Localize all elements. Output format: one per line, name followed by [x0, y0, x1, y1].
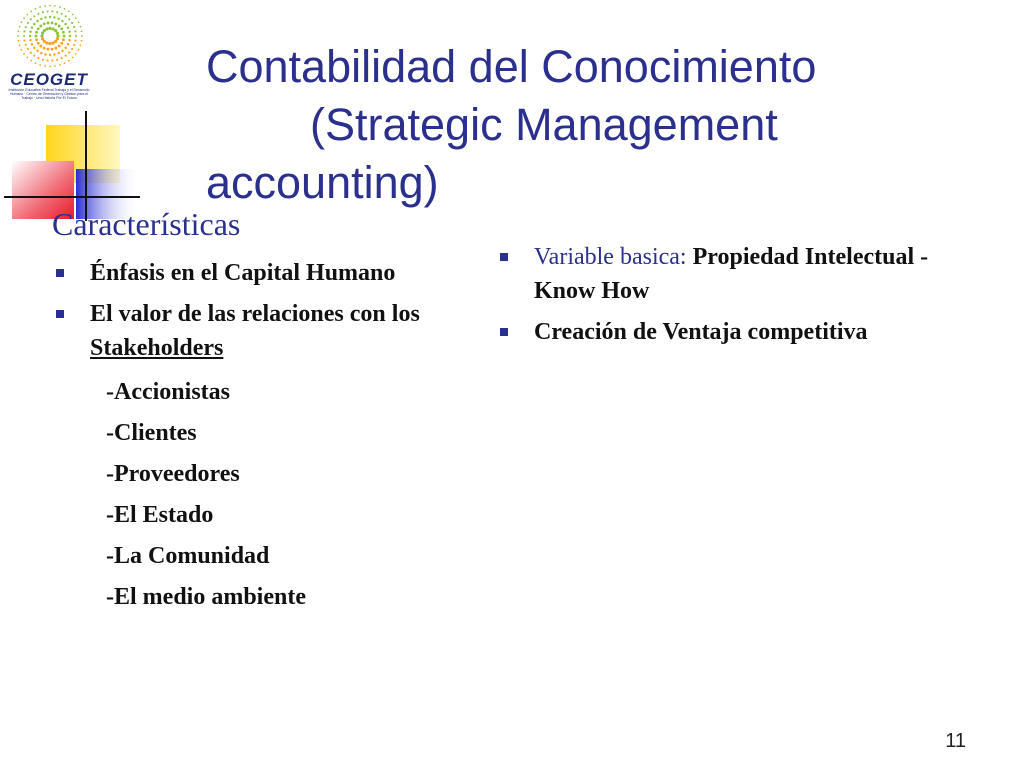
logo-dot: [27, 48, 29, 50]
logo-dot: [74, 39, 76, 41]
logo-dot: [64, 62, 66, 64]
title-line-3: accounting): [206, 157, 439, 208]
bullet-square-icon: [500, 328, 508, 336]
logo-dot: [44, 53, 46, 55]
logo-dot: [81, 30, 83, 32]
logo-dot: [56, 59, 58, 61]
logo-sunburst-icon: [17, 5, 83, 68]
stakeholders-term: Stakeholders: [90, 335, 224, 361]
logo-dot: [30, 18, 32, 20]
left-bullet-list: [52, 256, 472, 365]
logo-dot: [67, 43, 69, 45]
logo-dot: [45, 27, 48, 30]
logo-dot: [41, 37, 44, 40]
logo-dot: [59, 64, 61, 66]
logo-dot: [61, 57, 63, 59]
logo-dot: [64, 23, 66, 25]
logo-dot: [80, 26, 82, 28]
logo-dot: [33, 47, 35, 49]
bullet-variable-basica: [496, 240, 936, 308]
logo-dot: [67, 27, 69, 29]
stakeholder-item: -Clientes: [106, 420, 197, 446]
slide-title: [206, 38, 986, 212]
logo-dot: [68, 31, 70, 33]
stakeholder-item: -Accionistas: [106, 379, 230, 405]
logo-dot: [29, 39, 31, 41]
logo-dot: [54, 22, 57, 25]
logo-dot: [36, 20, 38, 22]
logo-dot: [25, 44, 27, 46]
logo-dot: [44, 5, 46, 7]
logo-dot: [18, 30, 20, 32]
section-heading: Características: [52, 206, 241, 242]
bullet-square-icon: [56, 310, 64, 318]
logo-dot: [29, 31, 31, 33]
logo-dot: [68, 60, 70, 62]
logo-dot: [26, 14, 28, 16]
logo-dot: [64, 8, 66, 10]
stakeholder-item: -La Comunidad: [106, 543, 270, 569]
variable-value: Propiedad Intelectual - Know How: [534, 244, 929, 304]
logo-dot: [65, 55, 67, 57]
logo-dot: [59, 6, 61, 8]
logo-dot: [78, 21, 80, 23]
logo-dot: [30, 11, 32, 13]
logo-dot: [56, 11, 58, 13]
logo-dot: [73, 44, 75, 46]
logo-dot: [62, 38, 65, 41]
logo-dot: [35, 8, 37, 10]
logo-dot: [23, 17, 25, 19]
logo-dot: [61, 50, 63, 52]
bullet-text: Creación de Ventaja competitiva: [534, 319, 868, 345]
logo-dot: [25, 26, 27, 28]
logo-dot: [39, 45, 42, 48]
logo-dot: [23, 35, 25, 37]
logo-dot: [49, 5, 51, 7]
logo-dot: [62, 31, 65, 34]
logo-dot: [47, 48, 50, 51]
logo-dot: [64, 47, 66, 49]
logo-dot: [23, 39, 25, 41]
right-bullet-list: [496, 240, 936, 349]
logo-dot: [39, 64, 41, 66]
logo-dot: [51, 41, 54, 44]
logo-dot: [44, 65, 46, 67]
logo-dot: [33, 15, 35, 17]
logo-dot: [61, 13, 63, 15]
logo-dot: [39, 25, 42, 28]
bullet-ventaja-competitiva: [496, 315, 936, 349]
logo-dot: [48, 42, 51, 45]
logo-dot: [37, 57, 39, 59]
logo-dot: [33, 55, 35, 57]
logo-dot: [68, 11, 70, 13]
logo-dot: [47, 10, 49, 12]
logo-dot: [37, 27, 40, 30]
logo-dot: [58, 25, 61, 28]
logo-subtitle: Institución Educativa Federal Trabajo y el Desarrollo Humano · Centro de Orientación y Gestión para el Trabajo · Una Historia Por El Futuro: [8, 88, 90, 100]
logo-dot: [39, 6, 41, 8]
logo-dot: [68, 39, 70, 41]
logo-dot: [54, 5, 56, 7]
title-line-1: Contabilidad del Conocimiento: [206, 41, 817, 92]
logo-dot: [68, 18, 70, 20]
logo-dot: [36, 50, 38, 52]
logo-dot: [31, 27, 33, 29]
logo-dot: [26, 57, 28, 59]
logo-dot: [60, 27, 63, 30]
logo-dot: [35, 35, 38, 38]
bullet-square-icon: [500, 253, 508, 261]
page-number: 11: [945, 730, 966, 752]
logo-dot: [53, 53, 55, 55]
logo-dot: [61, 20, 63, 22]
bullet-square-icon: [56, 269, 64, 277]
logo-dot: [56, 34, 59, 37]
logo-dot: [72, 57, 74, 59]
logo-dot: [40, 52, 42, 54]
logo-dot: [40, 34, 43, 37]
logo-dot: [48, 27, 51, 30]
logo-dot: [29, 35, 31, 37]
logo-dot: [23, 30, 25, 32]
logo-dot: [80, 45, 82, 47]
stakeholder-item: -El medio ambiente: [106, 584, 306, 610]
left-column: [52, 256, 472, 618]
logo-dot: [71, 48, 73, 50]
bullet-capital-humano: [52, 256, 472, 290]
stakeholder-list: [52, 372, 472, 618]
logo-dot: [68, 52, 70, 54]
logo-dot: [51, 60, 53, 62]
logo-dot: [47, 60, 49, 62]
logo-dot: [35, 31, 38, 34]
logo-dot: [54, 47, 57, 50]
right-column: [496, 240, 936, 356]
variable-label: Variable basica:: [534, 244, 693, 270]
logo-dot: [73, 26, 75, 28]
logo-dot: [21, 21, 23, 23]
logo-dot: [49, 54, 51, 56]
logo-dot: [60, 42, 63, 45]
logo-dot: [30, 60, 32, 62]
logo-dot: [42, 59, 44, 61]
logo-dot: [43, 22, 46, 25]
logo-dot: [74, 30, 76, 32]
logo-dot: [47, 21, 50, 24]
logo-dot: [33, 23, 35, 25]
logo-dot: [44, 16, 46, 18]
logo-dot: [42, 11, 44, 13]
logo-dot: [57, 52, 59, 54]
logo-dot: [19, 45, 21, 47]
bullet-stakeholders: [52, 297, 472, 365]
logo-dot: [75, 53, 77, 55]
logo-dot: [51, 21, 54, 24]
logo-dot: [51, 10, 53, 12]
logo-dot: [71, 22, 73, 24]
bullet-text: El valor de las relaciones con los: [90, 301, 420, 327]
logo-dot: [49, 16, 51, 18]
logo-dot: [19, 26, 21, 28]
title-line-2: (Strategic Management: [310, 99, 778, 150]
stakeholder-item: -Proveedores: [106, 461, 240, 487]
logo-dot: [30, 52, 32, 54]
logo-dot: [75, 35, 77, 37]
logo-dot: [75, 17, 77, 19]
logo-dot: [58, 45, 61, 48]
logo-dot: [78, 49, 80, 51]
logo-dot: [18, 40, 20, 42]
logo-dot: [35, 38, 38, 41]
stakeholder-item: -El Estado: [106, 502, 214, 528]
logo-dot: [51, 48, 54, 51]
logo-dot: [65, 15, 67, 17]
logo-dot: [69, 35, 71, 37]
logo-dot: [53, 16, 55, 18]
logo-dot: [37, 13, 39, 15]
logo-dot: [57, 18, 59, 20]
logo-dot: [81, 40, 83, 42]
logo-dot: [17, 35, 19, 37]
logo-dot: [49, 66, 51, 68]
logo-dot: [27, 22, 29, 24]
logo-dot: [31, 43, 33, 45]
logo-dot: [35, 62, 37, 64]
logo-dot: [56, 31, 59, 34]
logo-dot: [72, 14, 74, 16]
logo-dot: [81, 35, 83, 37]
logo-dot: [54, 65, 56, 67]
logo-dot: [63, 35, 66, 38]
logo-dot: [23, 53, 25, 55]
logo-dot: [40, 18, 42, 20]
logo-dot: [43, 47, 46, 50]
logo-dot: [21, 49, 23, 51]
logo-dot: [37, 42, 40, 45]
logo-name: CEOGET: [10, 70, 88, 89]
bullet-text: Énfasis en el Capital Humano: [90, 260, 396, 286]
